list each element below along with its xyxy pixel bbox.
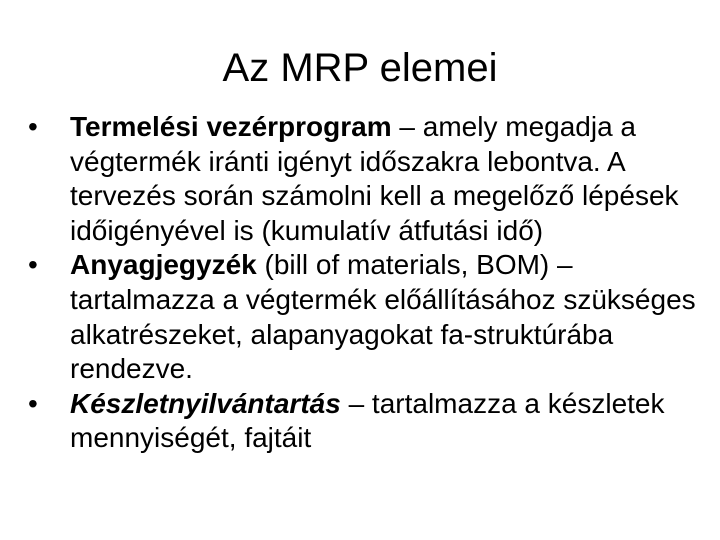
bullet-term: Készletnyilvántartás xyxy=(70,387,341,419)
bullet-term: Anyagjegyzék xyxy=(70,249,257,281)
bullet-list xyxy=(26,110,706,456)
bullet-icon: • xyxy=(28,111,38,142)
bullet-text: (bill of materials, BOM) – tartalmazza a végtermék előállításához szükséges alkatrészeket, alapanyagokat fa-struktúrába rendezve. xyxy=(70,249,696,385)
bullet-icon: • xyxy=(28,249,38,281)
slide-title: Az MRP elemei xyxy=(222,46,498,90)
bullet-icon: • xyxy=(28,387,38,419)
bullet-term: Termelési vezérprogram xyxy=(70,111,392,142)
bullet-item-anyagjegyzek xyxy=(26,248,706,386)
bullet-text: – amely megadja a végtermék iránti igényt időszakra lebontva. A tervezés során számolni kell a megelőző lépések időigényével is (kumulatív átfutási idő) xyxy=(70,111,679,246)
bullet-item-termelesi-vezerprogram xyxy=(26,110,706,248)
bullet-item-keszletnyilvantartas xyxy=(26,387,706,456)
bullet-text: – tartalmazza a készletek mennyiségét, fajtáit xyxy=(70,387,665,454)
